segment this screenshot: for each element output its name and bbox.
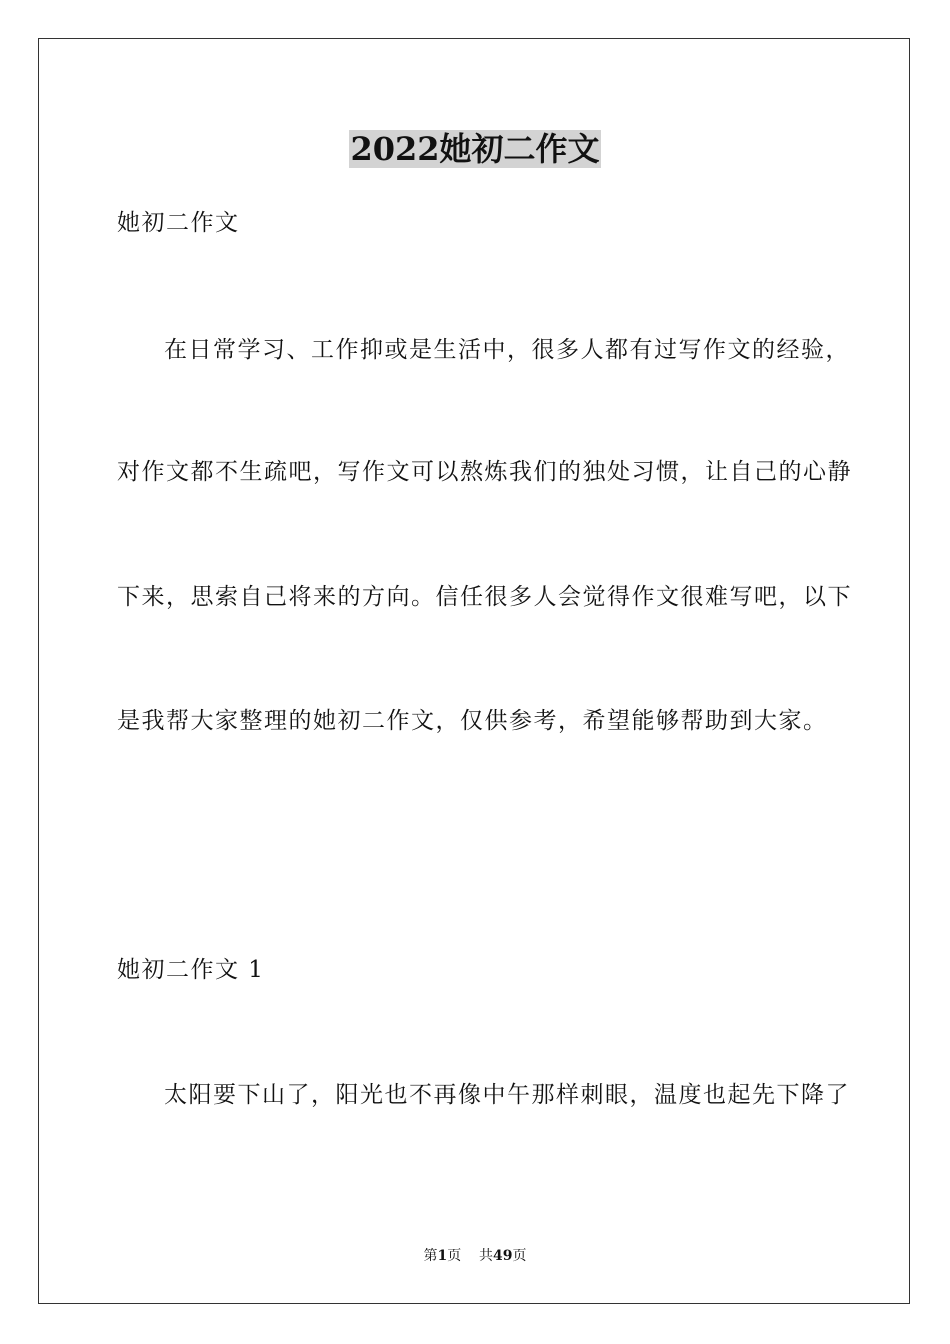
intro-line-3: 下来，思索自己将来的方向。信任很多人会觉得作文很难写吧，以下 <box>117 584 852 610</box>
document-title-text: 2022她初二作文 <box>350 130 600 168</box>
essay-line-1: 太阳要下山了，阳光也不再像中午那样刺眼，温度也起先下降了 <box>164 1082 850 1108</box>
page-total: 49 <box>493 1248 513 1264</box>
intro-line-4: 是我帮大家整理的她初二作文，仅供参考，希望能够帮助到大家。 <box>117 708 828 734</box>
page-current: 1 <box>437 1248 448 1264</box>
intro-line-1: 在日常学习、工作抑或是生活中，很多人都有过写作文的经验， <box>164 337 850 363</box>
intro-line-2: 对作文都不生疏吧，写作文可以熬炼我们的独处习惯，让自己的心静 <box>117 459 852 485</box>
total-suffix: 页 <box>512 1248 527 1264</box>
total-prefix: 共 <box>479 1248 494 1264</box>
document-title <box>0 126 950 172</box>
essay-heading: 她初二作文 1 <box>117 957 265 983</box>
page-suffix: 页 <box>447 1248 462 1264</box>
section-heading: 她初二作文 <box>117 210 240 236</box>
page-footer <box>0 1247 950 1265</box>
page-prefix: 第 <box>423 1248 438 1264</box>
